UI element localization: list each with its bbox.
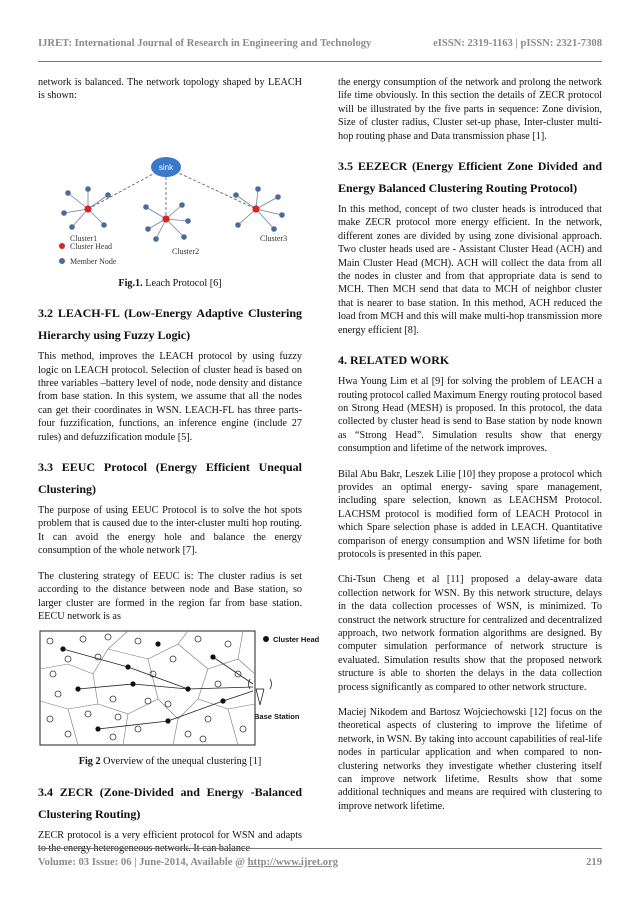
paragraph-4b: Bilal Abu Bakr, Leszek Lilie [10] they propose a protocol which provides an optimal energy- saving spare management, including spare selection, known as LEACHSM Protocol. LACHSM protocol is modified form of LEACH Protocol in which Spare selection phase is added in LEACH. Quantitative comparison of energy consumption and WSN lifetime for both protocols is presented in this paper.	[338, 468, 602, 560]
paragraph-3-2: This method, improves the LEACH protocol by using fuzzy logic on LEACH protocol. Selection of cluster head is based on three variables –battery level of node, node density and distance from base station. In this system, we assume that all the nodes can get their coordinates in WSN. LEACH-FL has three parts-four fuzzification, functions, an inference engine (include 27 rules) and defuzzification module [5].	[38, 351, 302, 443]
cluster1-label: Cluster1	[70, 233, 98, 243]
legend-cluster-head-2: Cluster Head	[273, 635, 320, 645]
heading-3-5: 3.5 EEZECR (Energy Efficient Zone Divided and Energy Balanced Clustering Routing Protocol)	[338, 159, 602, 196]
member-node-icon	[59, 258, 65, 264]
legend-member-node: Member Node	[70, 256, 117, 266]
page-number: 219	[586, 857, 602, 868]
sink-label: sink	[158, 162, 174, 172]
header-rule	[38, 61, 602, 62]
paragraph-3-5: In this method, concept of two cluster heads is introduced that make ZECR protocol more energy efficient. In the network, different zones are divided by using zone divisional approach. Two cluster heads used are - Assistant Cluster Head (ACH) and Main Cluster Head (MCH). ACH will collect the data from all the nodes in cluster and from that appropriate data is send to MCH. Then MCH send that data to MCH of neighbor cluster that is nearer to base station. In this method, ACH reduced the load from MCH and this will make multi-hop transmission more energy efficient [8].	[338, 204, 602, 336]
paragraph-intro: network is balanced. The network topology shaped by LEACH is shown:	[38, 77, 302, 102]
right-column	[338, 76, 602, 825]
paragraph-4d: Maciej Nikodem and Bartosz Wojciechowski [12] focus on the theoretical aspects of clustering to improve the lifetime of network, in WSN. By taking into account capabilities of real-life nodes in particular application and when compared to non-clustering networks they investigate whether clustering itself can improve network lifetime. Results show that some additional techniques and means are required with clustering to improve network lifetime.	[338, 707, 602, 812]
page-footer	[38, 857, 602, 868]
paragraph-3-3b: The clustering strategy of EEUC is: The cluster radius is set according to the distance between node and Base station, so larger cluster are formed in the region far from base station. EECU network is as	[38, 570, 302, 622]
paragraph-4c: Chi-Tsun Cheng et al [11] proposed a delay-aware data collection network for WSN. By this network structure, delays in the data collection processes of WSN, is minimized. To construct the network structure for centralized and decentralized approach, two network formation algorithms are designed. By computer simulation performance of network structure is evaluated. Simulation results show that the proposed network structure is able to shorten the delays in the data collection process significantly as compared to other network structure.	[338, 574, 602, 693]
left-column	[38, 76, 320, 868]
figure-1-caption: Fig.1. Leach Protocol [6]	[118, 277, 222, 289]
base-station-label: Base Station	[254, 712, 300, 722]
figure-2	[38, 629, 320, 768]
paragraph-zecr-cont: the energy consumption of the network and prolong the network life time obviously. In this section the details of ZECR protocol will be illustrated by the five parts in sequence: Zone division, Size of cluster radius, Cluster set-up phase, Inter-cluster multi-hop routing phase and Data transmission phase [1].	[338, 77, 602, 142]
page-header	[38, 38, 602, 49]
footer-volume: Volume: 03 Issue: 06 | June-2014, Available @ http://www.ijret.org	[38, 857, 339, 868]
heading-3-4: 3.4 ZECR (Zone-Divided and Energy -Balanced Clustering Routing)	[38, 784, 302, 821]
paragraph-4a: Hwa Young Lim et al [9] for solving the problem of LEACH a routing protocol called Maximum Energy routing protocol based on Strong Head (MESH) is proposed. In this protocol, the data collected by cluster head is send to Base station by node known as “Strong Head”. Simulation results show that energy consumption and lifetime of the network improves.	[338, 376, 602, 455]
heading-3-2: 3.2 LEACH-FL (Low-Energy Adaptive Clustering Hierarchy using Fuzzy Logic)	[38, 306, 302, 343]
issn: eISSN: 2319-1163 | pISSN: 2321-7308	[433, 38, 602, 49]
cluster3-label: Cluster3	[260, 233, 288, 243]
heading-3-3: 3.3 EEUC Protocol (Energy Efficient Unequal Clustering)	[38, 460, 302, 497]
leach-diagram	[38, 115, 302, 255]
legend-member-row	[38, 255, 302, 267]
paragraph-3-3a: The purpose of using EEUC Protocol is to solve the hot spots problem that is caused due to the inter-cluster multi hop routing. It can avoid the energy hole and balance the energy consumption of the whole network [7].	[38, 505, 302, 557]
journal-name: IJRET: International Journal of Research in Engineering and Technology	[38, 38, 372, 49]
figure-1	[38, 115, 302, 290]
heading-4: 4. RELATED WORK	[338, 353, 450, 368]
legend-cluster-head: Cluster Head	[70, 241, 112, 251]
unequal-clustering-diagram	[38, 629, 320, 749]
paragraph-3-4: ZECR protocol is a very efficient protocol for WSN and adapts to the energy heterogeneous network. It can balance	[38, 829, 302, 855]
journal-link[interactable]: http://www.ijret.org	[247, 857, 339, 868]
footer-rule	[38, 848, 602, 849]
cluster2-label: Cluster2	[172, 246, 200, 256]
figure-2-caption: Fig 2 Overview of the unequal clustering [1]	[78, 756, 262, 768]
